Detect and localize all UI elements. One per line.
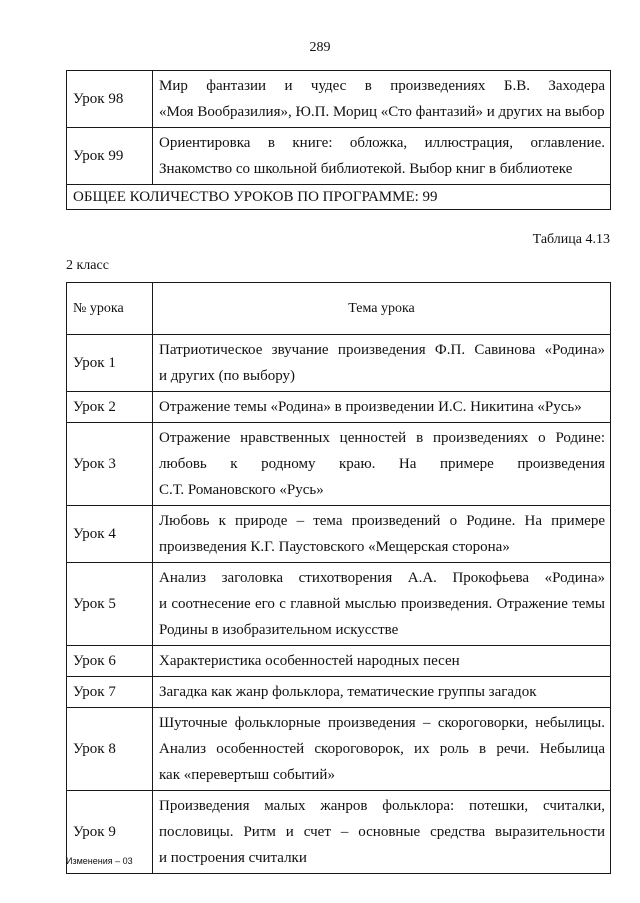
lesson-topic-line: и других (по выбору) — [159, 368, 296, 384]
lesson-number: Урок 1 — [67, 335, 153, 392]
lesson-row — [67, 791, 611, 874]
lesson-number: Урок 4 — [67, 506, 153, 563]
lesson-topic-line: «Моя Вообразилия», Ю.П. Мориц «Сто фантазий» и других на выбор — [159, 104, 605, 120]
lesson-number: Урок 3 — [67, 423, 153, 506]
total-row — [67, 185, 611, 210]
lesson-topic — [153, 335, 611, 392]
lesson-topic — [153, 71, 611, 128]
lesson-topic-line: Знакомство со школьной библиотекой. Выбор книг в библиотеке — [159, 161, 573, 177]
lesson-topic-line: Шуточные фольклорные произведения – скороговорки, небылицы. — [159, 715, 605, 731]
lesson-number: Урок 6 — [67, 646, 153, 677]
table-header-row — [67, 283, 611, 335]
lesson-topic-line: Патриотическое звучание произведения Ф.П. Савинова «Родина» — [159, 342, 605, 358]
lesson-number: Урок 5 — [67, 563, 153, 646]
lesson-topic-line: Мир фантазии и чудес в произведениях Б.В. Заходера — [159, 78, 605, 94]
lesson-topic — [153, 392, 611, 423]
lesson-topic — [153, 506, 611, 563]
lesson-number: Урок 8 — [67, 708, 153, 791]
lesson-row — [67, 677, 611, 708]
revision-footer: Изменения – 03 — [66, 856, 133, 866]
lesson-topic-line: любовь к родному краю. На примере произведения — [159, 456, 605, 472]
lesson-topic-line: произведения К.Г. Паустовского «Мещерская сторона» — [159, 539, 510, 555]
table-caption: Таблица 4.13 — [532, 232, 610, 247]
lesson-topic — [153, 646, 611, 677]
lesson-topic — [153, 423, 611, 506]
lessons-table — [66, 282, 611, 874]
lesson-topic-line: Произведения малых жанров фольклора: потешки, считалки, — [159, 798, 605, 814]
lesson-topic — [153, 563, 611, 646]
lesson-topic-line: Анализ заголовка стихотворения А.А. Прокофьева «Родина» — [159, 570, 605, 586]
lesson-number: Урок 2 — [67, 392, 153, 423]
total-lessons-text: ОБЩЕЕ КОЛИЧЕСТВО УРОКОВ ПО ПРОГРАММЕ: 99 — [67, 185, 611, 210]
lesson-topic-line: как «перевертыш событий» — [159, 767, 335, 783]
lesson-row — [67, 71, 611, 128]
lesson-row — [67, 646, 611, 677]
lesson-topic-line: Загадка как жанр фольклора, тематические группы загадок — [159, 684, 537, 700]
header-lesson-number: № урока — [67, 283, 153, 335]
lesson-row — [67, 708, 611, 791]
lesson-topic — [153, 677, 611, 708]
lesson-topic — [153, 128, 611, 185]
lesson-number: Урок 9 — [67, 791, 153, 874]
lesson-topic-line: Анализ особенностей скороговорок, их роль в речи. Небылица — [159, 741, 605, 757]
lesson-topic-line: пословицы. Ритм и счет – основные средства выразительности — [159, 824, 605, 840]
lesson-row — [67, 506, 611, 563]
lesson-topic — [153, 791, 611, 874]
lesson-row — [67, 335, 611, 392]
lesson-topic-line: Родины в изобразительном искусстве — [159, 622, 399, 638]
lesson-topic-line: и соотнесение его с главной мыслью произведения. Отражение темы — [159, 596, 605, 612]
page-number: 289 — [309, 40, 331, 55]
lesson-topic-line: и построения считалки — [159, 850, 307, 866]
grade-heading: 2 класс — [66, 258, 109, 273]
lesson-number: Урок 98 — [67, 71, 153, 128]
lesson-topic-line: С.Т. Романовского «Русь» — [159, 482, 324, 498]
lesson-topic-line: Отражение нравственных ценностей в произведениях о Родине: — [159, 430, 605, 446]
lesson-topic-line: Ориентировка в книге: обложка, иллюстрация, оглавление. — [159, 135, 605, 151]
lesson-number: Урок 7 — [67, 677, 153, 708]
lesson-topic — [153, 708, 611, 791]
lesson-topic-line: Любовь к природе – тема произведений о Родине. На примере — [159, 513, 605, 529]
lesson-row — [67, 563, 611, 646]
lesson-row — [67, 423, 611, 506]
lesson-topic-line: Отражение темы «Родина» в произведении И.С. Никитина «Русь» — [159, 399, 582, 415]
lesson-number: Урок 99 — [67, 128, 153, 185]
lesson-row — [67, 128, 611, 185]
header-lesson-topic: Тема урока — [153, 283, 611, 335]
top-lessons-table — [66, 70, 611, 210]
lesson-row — [67, 392, 611, 423]
lesson-topic-line: Характеристика особенностей народных песен — [159, 653, 460, 669]
